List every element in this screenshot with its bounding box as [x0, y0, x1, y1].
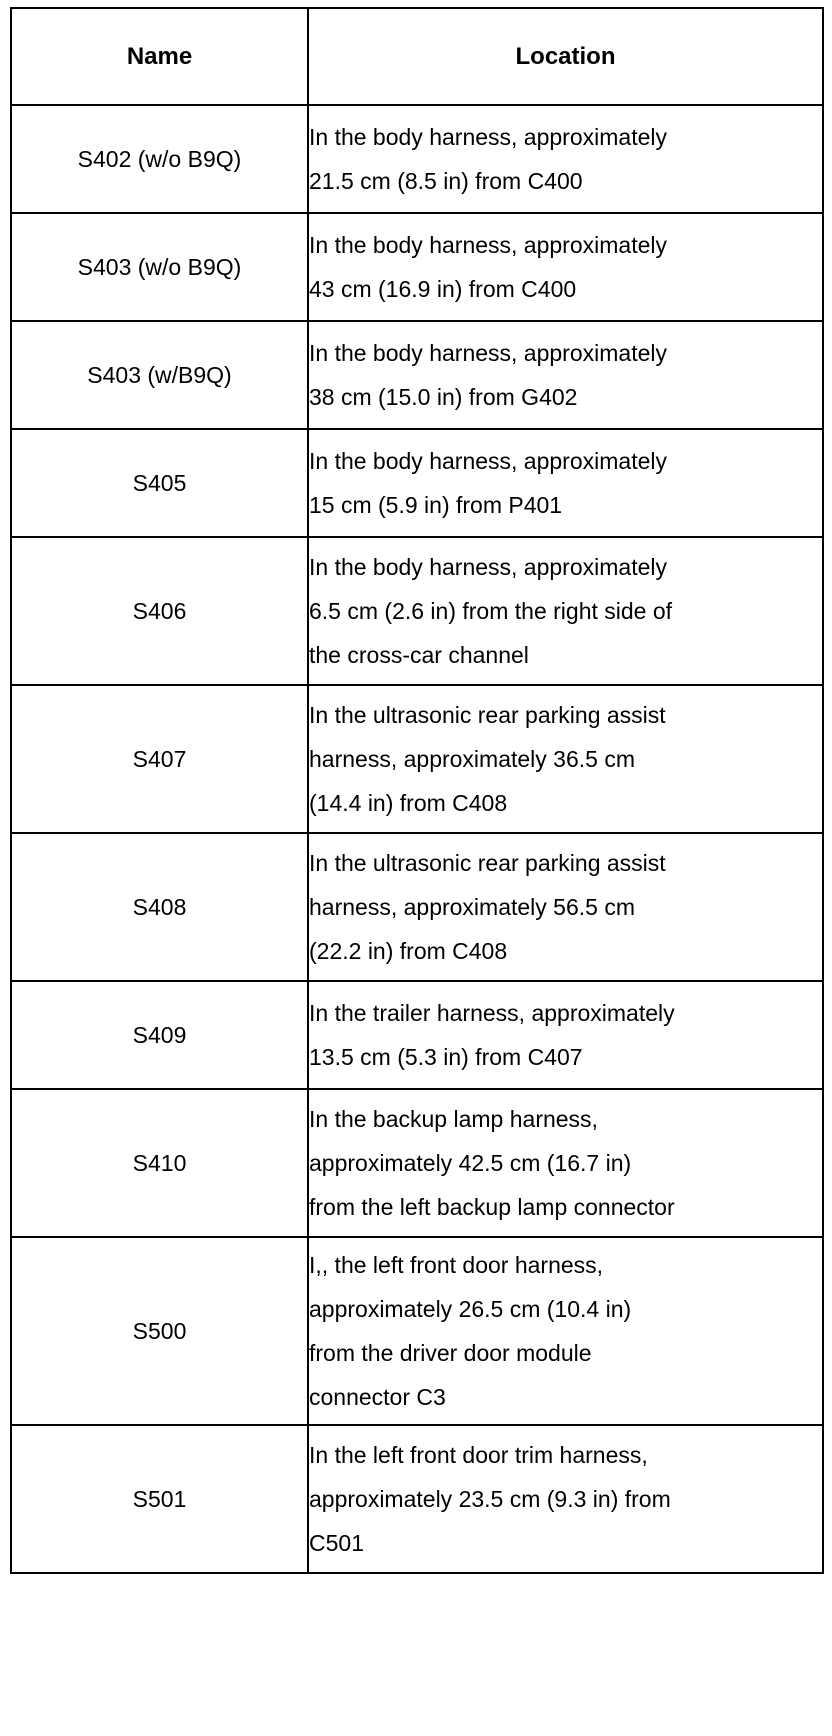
location-line: approximately 26.5 cm (10.4 in): [309, 1296, 632, 1322]
location-line: C501: [309, 1530, 364, 1556]
splice-name-cell: S501: [11, 1425, 308, 1573]
location-line: 13.5 cm (5.3 in) from C407: [309, 1044, 583, 1070]
location-line: (14.4 in) from C408: [309, 790, 508, 816]
location-line: 21.5 cm (8.5 in) from C400: [309, 168, 583, 194]
splice-name-cell: S409: [11, 981, 308, 1089]
splice-name-cell: S407: [11, 685, 308, 833]
splice-name-cell: S408: [11, 833, 308, 981]
table-row: [11, 321, 823, 429]
location-line: 6.5 cm (2.6 in) from the right side of: [309, 598, 673, 624]
table-row: [11, 1089, 823, 1237]
header-row: [11, 8, 823, 105]
location-line: harness, approximately 36.5 cm: [309, 746, 635, 772]
splice-location-cell: [308, 981, 823, 1089]
table-row: [11, 981, 823, 1089]
splice-name-cell: S403 (w/o B9Q): [11, 213, 308, 321]
splice-location-cell: [308, 105, 823, 213]
table-row: [11, 429, 823, 537]
table-row: [11, 1237, 823, 1425]
splice-location-cell: [308, 685, 823, 833]
table-row: [11, 833, 823, 981]
splice-location-cell: [308, 537, 823, 685]
location-line: In the body harness, approximately: [309, 340, 667, 366]
splice-name-cell: S410: [11, 1089, 308, 1237]
header-name: Name: [11, 8, 308, 105]
location-line: the cross-car channel: [309, 642, 529, 668]
splice-name-cell: S402 (w/o B9Q): [11, 105, 308, 213]
location-line: from the left backup lamp connector: [309, 1194, 675, 1220]
location-line: approximately 42.5 cm (16.7 in): [309, 1150, 632, 1176]
splice-location-cell: [308, 1425, 823, 1573]
table-row: [11, 685, 823, 833]
table-row: [11, 213, 823, 321]
splice-name-cell: S405: [11, 429, 308, 537]
splice-location-cell: [308, 833, 823, 981]
table-row: [11, 537, 823, 685]
table-row: [11, 1425, 823, 1573]
location-line: In the ultrasonic rear parking assist: [309, 702, 666, 728]
location-line: (22.2 in) from C408: [309, 938, 508, 964]
splice-name-cell: S403 (w/B9Q): [11, 321, 308, 429]
location-line: harness, approximately 56.5 cm: [309, 894, 635, 920]
location-line: In the body harness, approximately: [309, 124, 667, 150]
location-line: from the driver door module: [309, 1340, 592, 1366]
location-line: I,, the left front door harness,: [309, 1252, 604, 1278]
location-line: In the backup lamp harness,: [309, 1106, 598, 1132]
header-location: Location: [308, 8, 823, 105]
splice-location-cell: [308, 321, 823, 429]
location-line: approximately 23.5 cm (9.3 in) from: [309, 1486, 671, 1512]
location-line: connector C3: [309, 1384, 446, 1410]
location-line: In the trailer harness, approximately: [309, 1000, 675, 1026]
location-line: In the ultrasonic rear parking assist: [309, 850, 666, 876]
location-line: 15 cm (5.9 in) from P401: [309, 492, 563, 518]
location-line: 38 cm (15.0 in) from G402: [309, 384, 578, 410]
table-row: [11, 105, 823, 213]
splice-location-cell: [308, 1237, 823, 1425]
location-line: In the body harness, approximately: [309, 554, 667, 580]
splice-location-cell: [308, 1089, 823, 1237]
location-line: In the left front door trim harness,: [309, 1442, 648, 1468]
location-line: In the body harness, approximately: [309, 448, 667, 474]
location-line: In the body harness, approximately: [309, 232, 667, 258]
splice-location-cell: [308, 213, 823, 321]
table-body: [11, 105, 823, 1573]
splice-location-table: [10, 7, 824, 1574]
location-line: 43 cm (16.9 in) from C400: [309, 276, 577, 302]
splice-location-cell: [308, 429, 823, 537]
splice-name-cell: S406: [11, 537, 308, 685]
splice-name-cell: S500: [11, 1237, 308, 1425]
